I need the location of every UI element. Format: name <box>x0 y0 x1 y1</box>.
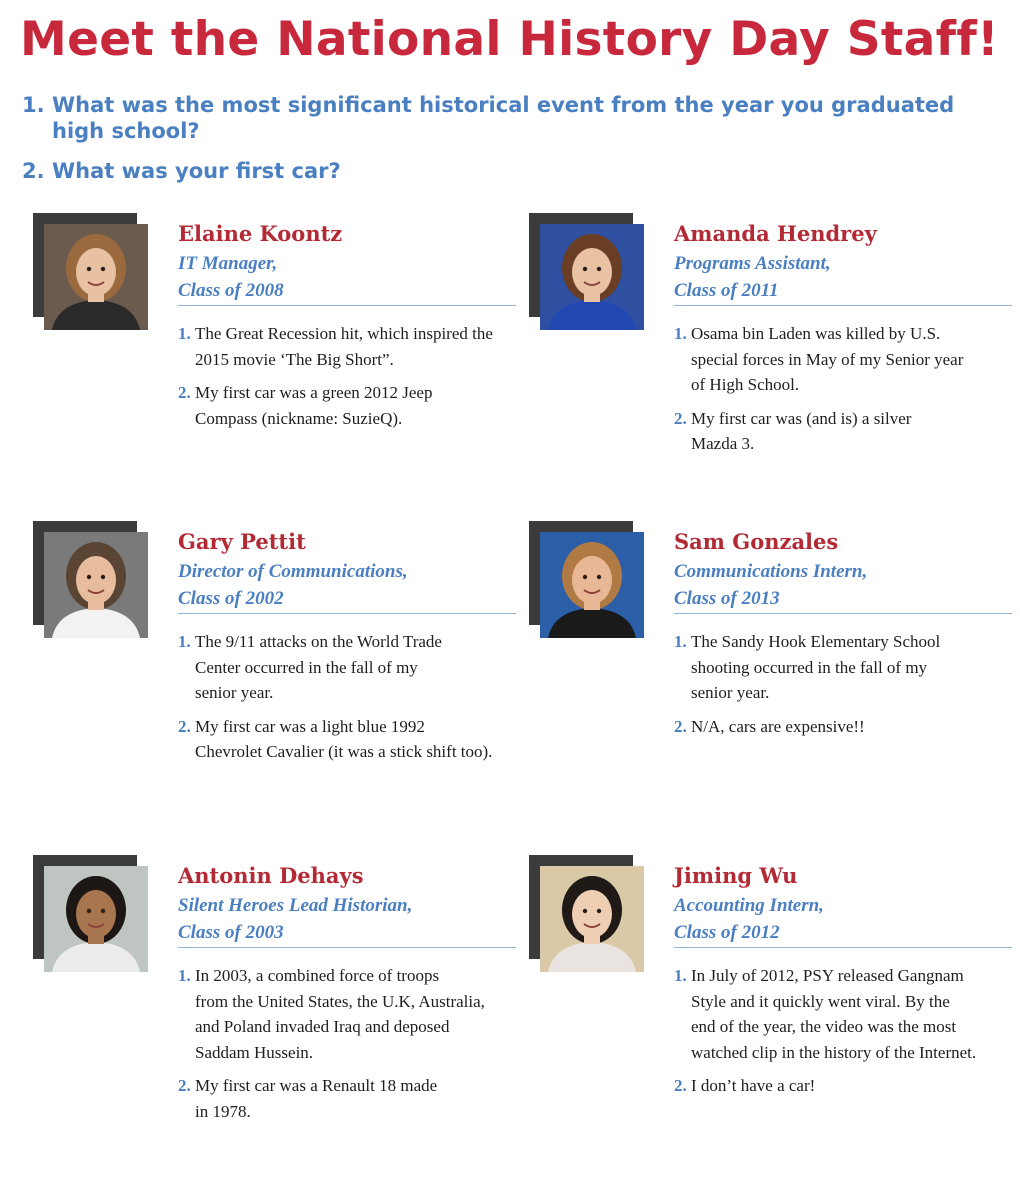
answer-item <box>178 380 523 431</box>
staff-photo <box>540 866 644 972</box>
answer-number: 1. <box>674 632 687 651</box>
answer-line: and Poland invaded Iraq and deposed <box>195 1017 450 1036</box>
page-title: Meet the National History Day Staff! <box>20 12 999 67</box>
answer-line: 2015 movie ‘The Big Short”. <box>195 349 394 369</box>
divider <box>178 947 516 948</box>
staff-class-year: Class of 2012 <box>674 922 780 943</box>
answer-line: Compass (nickname: SuzieQ). <box>195 408 403 428</box>
question-1 <box>22 92 954 144</box>
divider <box>178 613 516 614</box>
answer-number: 2. <box>178 383 191 402</box>
answer-line: in 1978. <box>195 1101 251 1121</box>
staff-role: Silent Heroes Lead Historian, <box>178 895 413 916</box>
answer-line: of High School. <box>691 375 800 394</box>
answer-line: shooting occurred in the fall of my <box>691 657 928 677</box>
answer-item <box>178 321 523 372</box>
answer-line: The Sandy Hook Elementary School <box>691 632 941 651</box>
answer-line: N/A, cars are expensive!! <box>691 716 865 736</box>
staff-photo <box>540 532 644 638</box>
question-2 <box>22 158 341 184</box>
answer-item <box>674 629 1019 706</box>
answer-line: Center occurred in the fall of my <box>195 657 418 677</box>
answer-line: The Great Recession hit, which inspired the <box>195 324 493 343</box>
answer-line: senior year. <box>691 683 770 702</box>
answer-line: Saddam Hussein. <box>195 1042 314 1062</box>
answer-item <box>178 714 523 765</box>
staff-card <box>529 213 1009 513</box>
answer-line: end of the year, the video was the most <box>691 1017 957 1036</box>
divider <box>674 947 1012 948</box>
answer-line: Style and it quickly went viral. By the <box>691 991 950 1011</box>
staff-role: Programs Assistant, <box>674 253 831 274</box>
answer-line: In 2003, a combined force of troops <box>195 966 440 985</box>
staff-name: Gary Pettit <box>178 529 306 554</box>
answer-item <box>674 1073 1019 1099</box>
staff-class-year: Class of 2013 <box>674 588 780 609</box>
staff-name: Elaine Koontz <box>178 221 343 246</box>
staff-photo <box>44 866 148 972</box>
answer-line: Mazda 3. <box>691 434 755 453</box>
divider <box>178 305 516 306</box>
answer-line: My first car was (and is) a silver <box>691 408 912 428</box>
answer-number: 1. <box>178 966 191 985</box>
answer-line: My first car was a green 2012 Jeep <box>195 383 433 402</box>
answer-line: Chevrolet Cavalier (it was a stick shift too). <box>195 742 493 761</box>
staff-name: Jiming Wu <box>674 863 798 888</box>
answer-line: watched clip in the history of the Internet. <box>691 1042 977 1062</box>
answer-item <box>178 963 523 1065</box>
answers-list <box>674 629 1019 747</box>
staff-name: Amanda Hendrey <box>674 221 877 246</box>
staff-photo <box>44 224 148 330</box>
question-text: What was the most significant historical event from the year you graduated <box>52 93 955 117</box>
answer-number: 1. <box>674 966 687 985</box>
staff-card <box>33 213 513 513</box>
answer-item <box>674 714 1019 740</box>
staff-role: Communications Intern, <box>674 561 868 582</box>
answer-line: My first car was a light blue 1992 <box>195 716 425 736</box>
answer-item <box>674 406 1019 457</box>
question-number: 2. <box>22 159 45 183</box>
answer-item <box>674 321 1019 398</box>
answer-number: 2. <box>674 716 687 736</box>
staff-card <box>33 855 513 1155</box>
staff-class-year: Class of 2002 <box>178 588 284 609</box>
answer-number: 2. <box>674 408 687 428</box>
staff-photo <box>44 532 148 638</box>
staff-card <box>33 521 513 821</box>
answer-line: from the United States, the U.K, Australia, <box>195 991 485 1011</box>
staff-photo <box>540 224 644 330</box>
answers-list <box>178 321 523 439</box>
question-text: What was your first car? <box>52 159 341 183</box>
answer-line: The 9/11 attacks on the World Trade <box>195 632 442 651</box>
answers-list <box>674 963 1019 1107</box>
staff-name: Antonin Dehays <box>178 863 364 888</box>
answer-line: special forces in May of my Senior year <box>691 349 964 369</box>
divider <box>674 305 1012 306</box>
answer-line: senior year. <box>195 683 274 702</box>
staff-role: Accounting Intern, <box>674 895 824 916</box>
answer-line: I don’t have a car! <box>691 1076 816 1095</box>
staff-card <box>529 521 1009 821</box>
answers-list <box>178 629 523 773</box>
answers-list <box>178 963 523 1132</box>
answer-number: 2. <box>178 1076 191 1095</box>
staff-class-year: Class of 2003 <box>178 922 284 943</box>
answer-item <box>178 629 523 706</box>
staff-role: IT Manager, <box>178 253 278 274</box>
staff-card <box>529 855 1009 1155</box>
answers-list <box>674 321 1019 465</box>
answer-number: 1. <box>674 324 687 343</box>
answer-line: My first car was a Renault 18 made <box>195 1076 438 1095</box>
answer-number: 2. <box>674 1076 687 1095</box>
answer-item <box>178 1073 523 1124</box>
answer-number: 2. <box>178 716 191 736</box>
question-text-continued: high school? <box>52 119 200 143</box>
divider <box>674 613 1012 614</box>
staff-name: Sam Gonzales <box>674 529 839 554</box>
staff-class-year: Class of 2011 <box>674 280 779 301</box>
answer-number: 1. <box>178 324 191 343</box>
staff-role: Director of Communications, <box>178 561 408 582</box>
answer-line: Osama bin Laden was killed by U.S. <box>691 324 941 343</box>
question-number: 1. <box>22 93 45 117</box>
answer-line: In July of 2012, PSY released Gangnam <box>691 966 964 985</box>
answer-item <box>674 963 1019 1065</box>
staff-class-year: Class of 2008 <box>178 280 284 301</box>
answer-number: 1. <box>178 632 191 651</box>
